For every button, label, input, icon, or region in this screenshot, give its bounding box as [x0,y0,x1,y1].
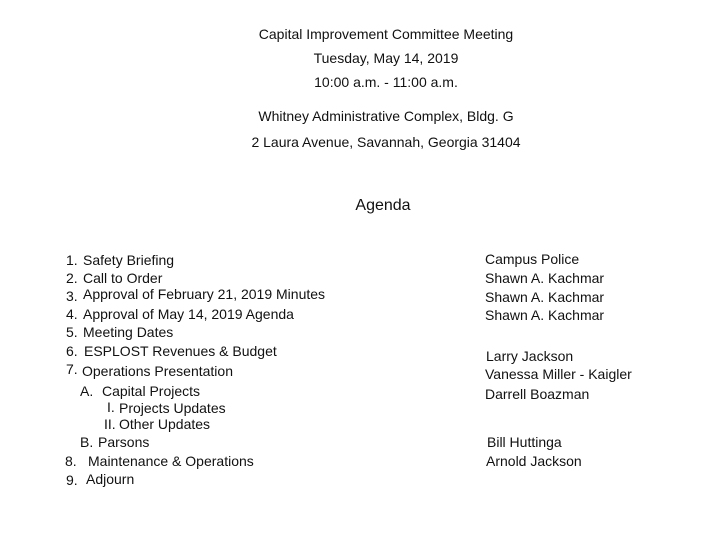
meeting-date: Tuesday, May 14, 2019 [313,50,459,66]
item-number: 6. [66,343,78,359]
item-label-capital-projects: Capital Projects [102,383,201,399]
item-label-meeting-dates: Meeting Dates [83,324,174,340]
item-label-maintenance-operations: Maintenance & Operations [88,453,254,469]
item-label-esplost: ESPLOST Revenues & Budget [84,343,277,359]
presenter-larry-jackson: Larry Jackson [486,348,574,364]
presenter-kachmar: Shawn A. Kachmar [485,307,605,323]
item-number: 9. [66,472,78,488]
item-number: 5. [66,324,78,340]
item-label-safety-briefing: Safety Briefing [83,252,175,268]
item-number: II. [104,416,116,432]
presenter-darrell-boazman: Darrell Boazman [485,386,590,402]
presenter-kachmar: Shawn A. Kachmar [485,289,605,305]
meeting-location: Whitney Administrative Complex, Bldg. G [258,108,514,124]
item-label-call-to-order: Call to Order [83,270,163,286]
presenter-arnold-jackson: Arnold Jackson [486,453,582,469]
item-number: 4. [66,306,78,322]
item-number: 1. [66,252,78,268]
item-number: I. [107,399,115,415]
presenter-campus-police: Campus Police [485,251,580,267]
presenter-vanessa-miller-kaigler: Vanessa Miller - Kaigler [485,366,632,382]
item-number: A. [80,383,94,399]
item-label-parsons: Parsons [98,434,150,450]
item-label-projects-updates: Projects Updates [119,400,226,416]
item-number: B. [80,434,94,450]
meeting-title: Capital Improvement Committee Meeting [258,26,514,42]
item-label-approval-minutes: Approval of February 21, 2019 Minutes [83,286,326,302]
presenter-kachmar: Shawn A. Kachmar [485,270,605,286]
item-label-adjourn: Adjourn [86,471,135,487]
item-number: 3. [66,288,78,304]
meeting-address: 2 Laura Avenue, Savannah, Georgia 31404 [251,134,521,150]
item-label-approval-agenda: Approval of May 14, 2019 Agenda [83,306,294,322]
item-label-operations-presentation: Operations Presentation [82,363,233,379]
item-number: 2. [66,270,78,286]
item-number: 8. [65,453,77,469]
item-label-other-updates: Other Updates [119,416,211,432]
meeting-time: 10:00 a.m. - 11:00 a.m. [314,74,458,90]
agenda-heading: Agenda [355,197,411,214]
item-number: 7. [66,361,78,377]
presenter-bill-huttinga: Bill Huttinga [487,434,562,450]
